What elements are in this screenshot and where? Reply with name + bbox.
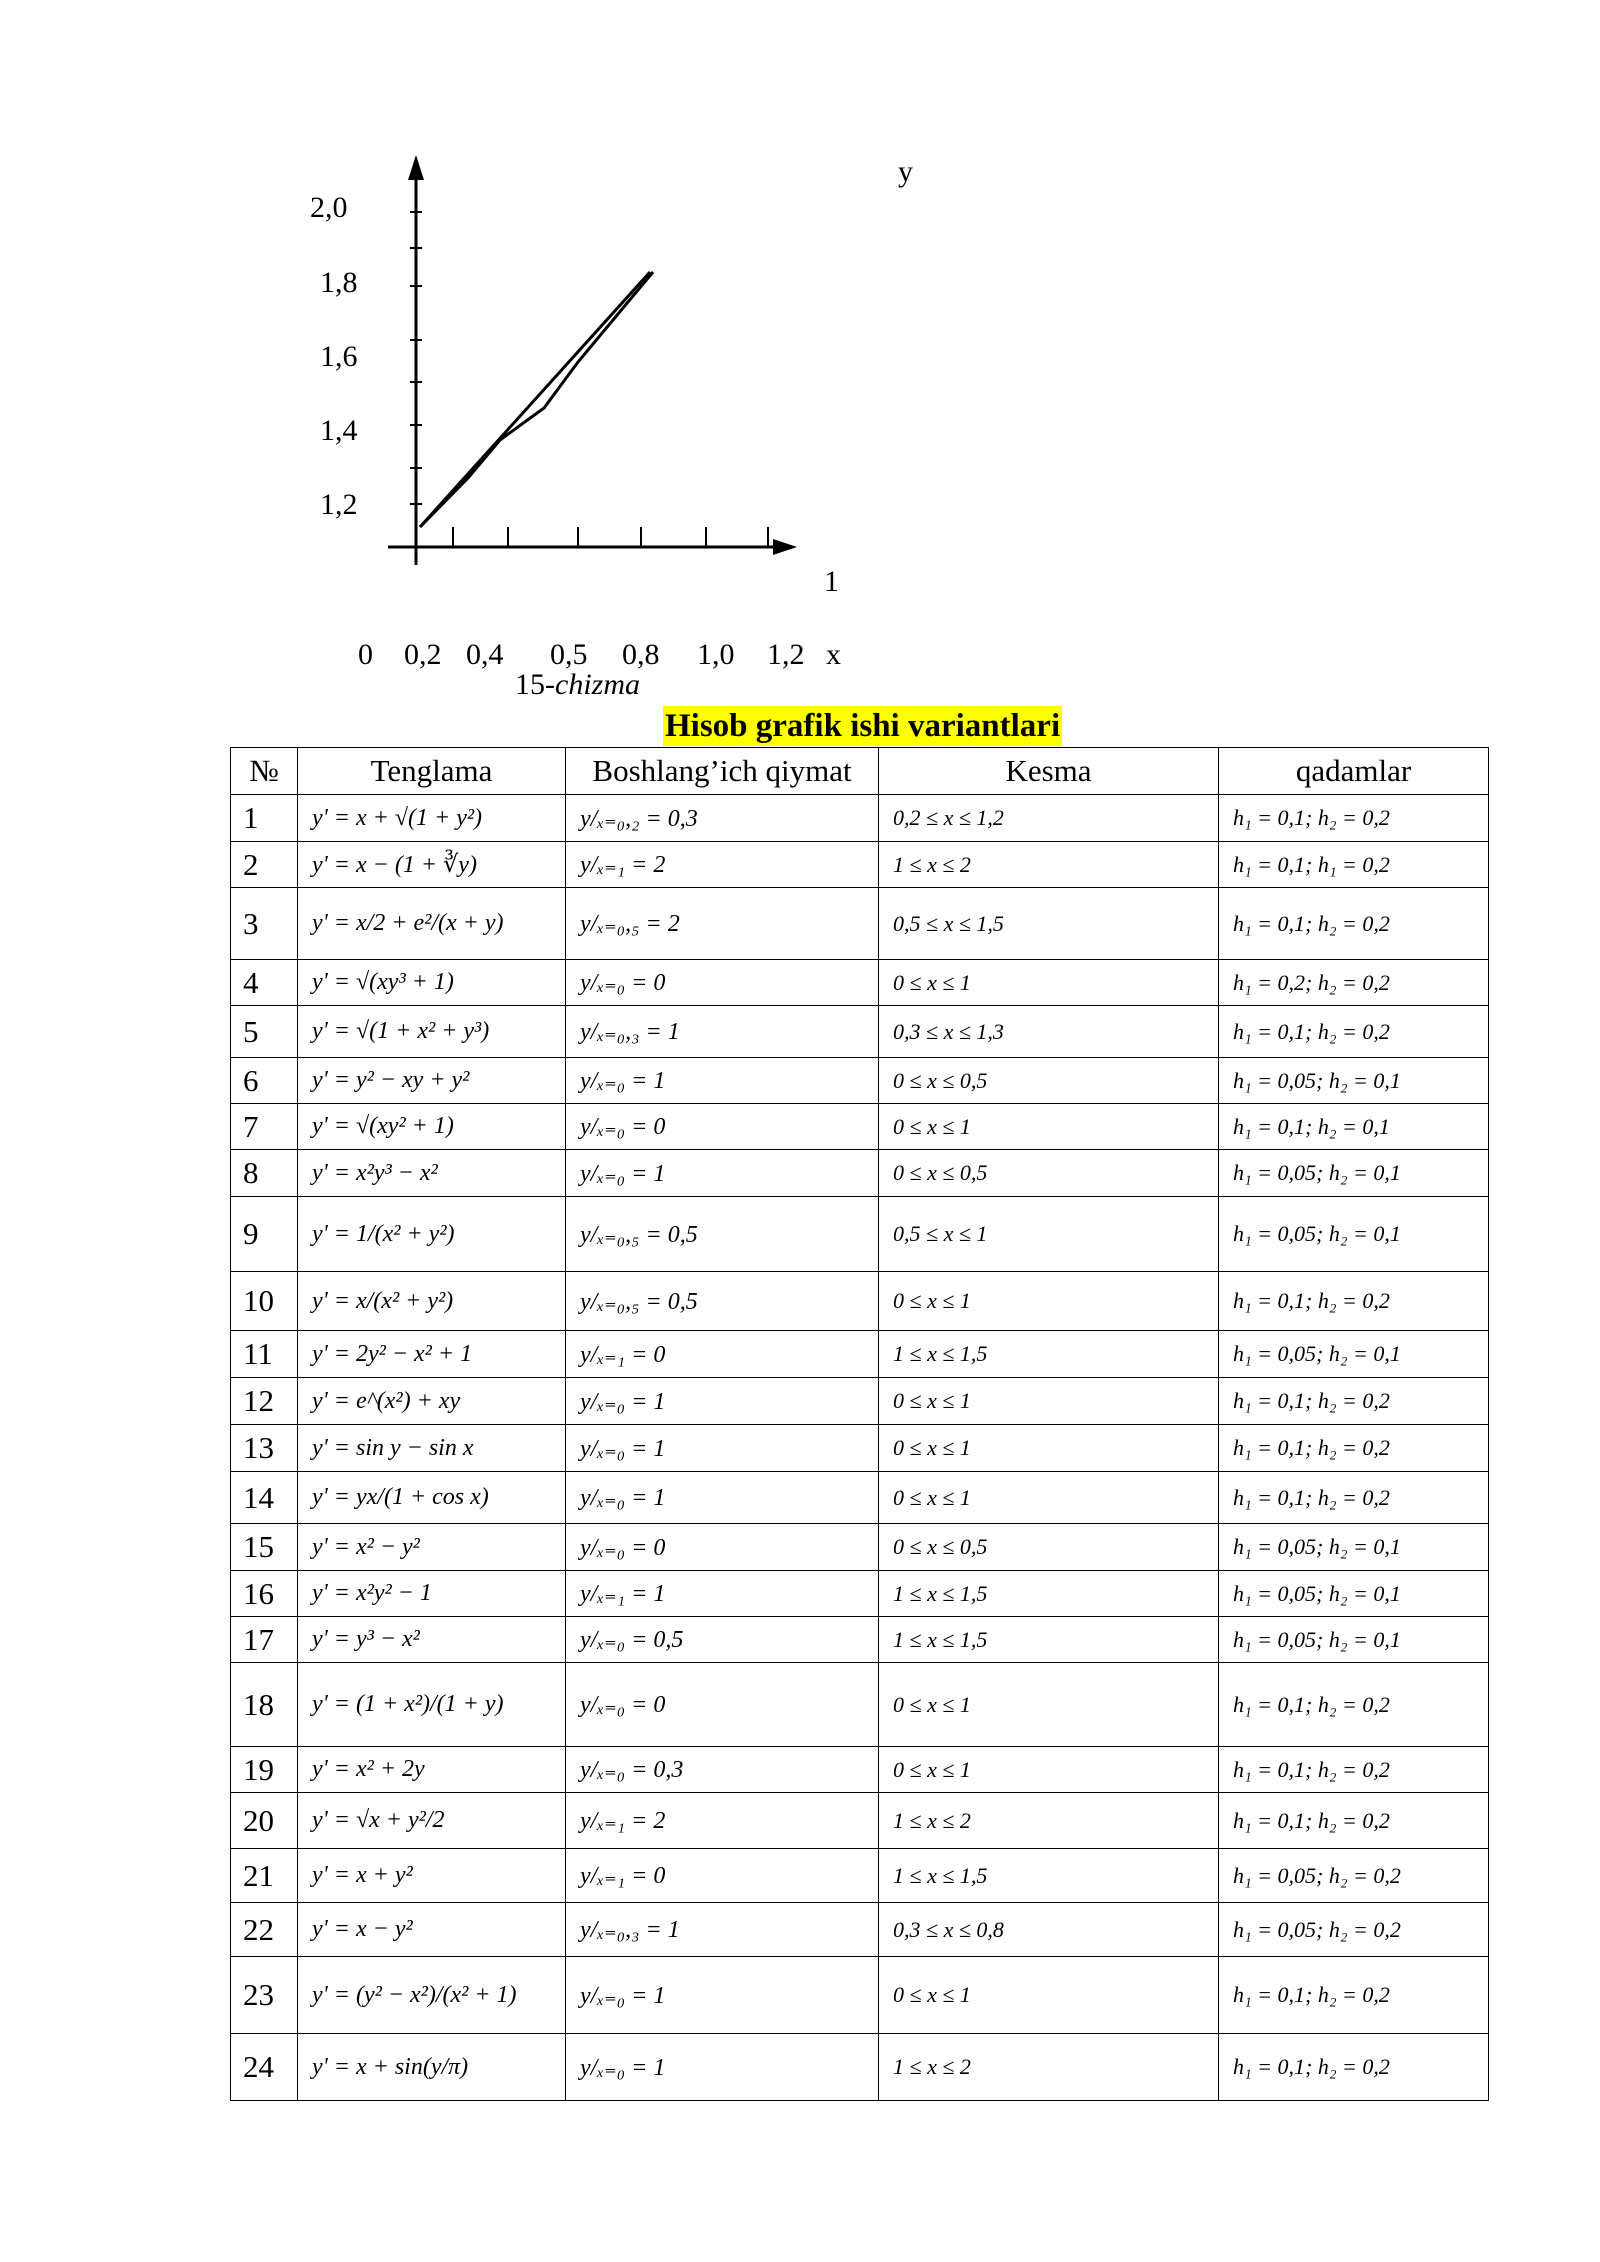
table-row [231, 1104, 1489, 1150]
initial-value-cell: y/ₓ₌₀ = 0 [566, 960, 879, 1006]
graph-canvas [0, 0, 1600, 720]
table-row [231, 1793, 1489, 1849]
segment-cell: 0 ≤ x ≤ 1 [879, 1272, 1219, 1331]
segment-cell: 0 ≤ x ≤ 0,5 [879, 1058, 1219, 1104]
segment-cell: 1 ≤ x ≤ 2 [879, 2034, 1219, 2101]
steps-cell: h₁ = 0,1; h₂ = 0,2 [1219, 1425, 1489, 1472]
equation-cell: y' = (y² − x²)/(x² + 1) [298, 1957, 566, 2034]
variants-table [230, 747, 1489, 2101]
x-tick-label: 0,4 [466, 638, 504, 671]
equation-cell: y' = √(xy³ + 1) [298, 960, 566, 1006]
table-row [231, 1197, 1489, 1272]
segment-cell: 0,3 ≤ x ≤ 0,8 [879, 1903, 1219, 1957]
equation-cell: y' = 2y² − x² + 1 [298, 1331, 566, 1378]
initial-value-cell: y/ₓ₌₀ = 1 [566, 1472, 879, 1524]
segment-cell: 1 ≤ x ≤ 1,5 [879, 1849, 1219, 1903]
y-axis-label: y [898, 155, 913, 188]
row-number-cell: 21 [231, 1849, 298, 1903]
steps-cell: h₁ = 0,05; h₂ = 0,2 [1219, 1849, 1489, 1903]
equation-cell: y' = x² + 2y [298, 1747, 566, 1793]
initial-value-cell: y/ₓ₌₁ = 2 [566, 1793, 879, 1849]
equation-cell: y' = yx/(1 + cos x) [298, 1472, 566, 1524]
initial-value-cell: y/ₓ₌₀ = 0,3 [566, 1747, 879, 1793]
row-number-cell: 24 [231, 2034, 298, 2101]
row-number-cell: 23 [231, 1957, 298, 2034]
header-number: № [231, 748, 298, 795]
table-row [231, 1617, 1489, 1663]
equation-cell: y' = x + y² [298, 1849, 566, 1903]
initial-value-cell: y/ₓ₌₀ = 0 [566, 1524, 879, 1571]
steps-cell: h₁ = 0,1; h₂ = 0,2 [1219, 1663, 1489, 1747]
table-row [231, 1006, 1489, 1058]
y-tick-label: 1,8 [320, 266, 358, 299]
table-header-row [231, 748, 1489, 795]
initial-value-cell: y/ₓ₌₁ = 0 [566, 1331, 879, 1378]
steps-cell: h₁ = 0,1; h₂ = 0,2 [1219, 2034, 1489, 2101]
segment-cell: 1 ≤ x ≤ 1,5 [879, 1331, 1219, 1378]
equation-cell: y' = x/(x² + y²) [298, 1272, 566, 1331]
table-row [231, 1425, 1489, 1472]
initial-value-cell: y/ₓ₌₀,₅ = 0,5 [566, 1197, 879, 1272]
exact-solution-line [420, 272, 650, 527]
caption-number: 15- [515, 668, 555, 701]
steps-cell: h₁ = 0,2; h₂ = 0,2 [1219, 960, 1489, 1006]
segment-cell: 0 ≤ x ≤ 0,5 [879, 1150, 1219, 1197]
equation-cell: y' = y² − xy + y² [298, 1058, 566, 1104]
initial-value-cell: y/ₓ₌₁ = 1 [566, 1571, 879, 1617]
initial-value-cell: y/ₓ₌₀,₅ = 2 [566, 888, 879, 960]
initial-value-cell: y/ₓ₌₁ = 0 [566, 1849, 879, 1903]
steps-cell: h₁ = 0,05; h₂ = 0,1 [1219, 1150, 1489, 1197]
equation-cell: y' = √x + y²/2 [298, 1793, 566, 1849]
y-axis-arrow [408, 155, 424, 180]
segment-cell: 0,5 ≤ x ≤ 1,5 [879, 888, 1219, 960]
x-tick-label: 0,8 [622, 638, 660, 671]
segment-cell: 0,5 ≤ x ≤ 1 [879, 1197, 1219, 1272]
equation-cell: y' = (1 + x²)/(1 + y) [298, 1663, 566, 1747]
segment-cell: 0 ≤ x ≤ 0,5 [879, 1524, 1219, 1571]
table-row [231, 960, 1489, 1006]
equation-cell: y' = e^(x²) + xy [298, 1378, 566, 1425]
row-number-cell: 9 [231, 1197, 298, 1272]
segment-cell: 0 ≤ x ≤ 1 [879, 1472, 1219, 1524]
row-number-cell: 5 [231, 1006, 298, 1058]
equation-cell: y' = x + sin(y/π) [298, 2034, 566, 2101]
segment-cell: 1 ≤ x ≤ 1,5 [879, 1617, 1219, 1663]
steps-cell: h₁ = 0,05; h₂ = 0,1 [1219, 1197, 1489, 1272]
steps-cell: h₁ = 0,1; h₂ = 0,2 [1219, 1793, 1489, 1849]
steps-cell: h₁ = 0,05; h₂ = 0,1 [1219, 1617, 1489, 1663]
row-number-cell: 11 [231, 1331, 298, 1378]
steps-cell: h₁ = 0,1; h₂ = 0,2 [1219, 1472, 1489, 1524]
segment-cell: 0 ≤ x ≤ 1 [879, 1104, 1219, 1150]
steps-cell: h₁ = 0,05; h₂ = 0,1 [1219, 1524, 1489, 1571]
table-row [231, 1150, 1489, 1197]
table-row [231, 1571, 1489, 1617]
equation-cell: y' = x − (1 + ∛y) [298, 842, 566, 888]
equation-cell: y' = √(xy² + 1) [298, 1104, 566, 1150]
x-tick-label: 0,2 [404, 638, 442, 671]
segment-cell: 0 ≤ x ≤ 1 [879, 1663, 1219, 1747]
steps-cell: h₁ = 0,05; h₂ = 0,1 [1219, 1571, 1489, 1617]
steps-cell: h₁ = 0,05; h₂ = 0,1 [1219, 1331, 1489, 1378]
figure-15 [0, 0, 1600, 720]
row-number-cell: 13 [231, 1425, 298, 1472]
table-row [231, 795, 1489, 842]
x-axis-label: x [826, 638, 841, 671]
table-row [231, 1331, 1489, 1378]
initial-value-cell: y/ₓ₌₁ = 2 [566, 842, 879, 888]
caption-word: chizma [555, 668, 640, 701]
initial-value-cell: y/ₓ₌₀,₃ = 1 [566, 1903, 879, 1957]
row-number-cell: 19 [231, 1747, 298, 1793]
table-row [231, 1378, 1489, 1425]
y-tick-label: 1,4 [320, 414, 358, 447]
row-number-cell: 16 [231, 1571, 298, 1617]
row-number-cell: 20 [231, 1793, 298, 1849]
equation-cell: y' = x − y² [298, 1903, 566, 1957]
x-tick-label: 0 [358, 638, 373, 671]
row-number-cell: 10 [231, 1272, 298, 1331]
equation-cell: y' = x²y² − 1 [298, 1571, 566, 1617]
table-row [231, 1058, 1489, 1104]
segment-cell: 0 ≤ x ≤ 1 [879, 1425, 1219, 1472]
y-tick-label: 1,2 [320, 488, 358, 521]
header-equation: Tenglama [298, 748, 566, 795]
steps-cell: h₁ = 0,1; h₂ = 0,2 [1219, 1272, 1489, 1331]
initial-value-cell: y/ₓ₌₀ = 1 [566, 1378, 879, 1425]
header-steps: qadamlar [1219, 748, 1489, 795]
steps-cell: h₁ = 0,1; h₂ = 0,2 [1219, 1378, 1489, 1425]
figure-caption [515, 668, 640, 702]
equation-cell: y' = x/2 + e²/(x + y) [298, 888, 566, 960]
equation-cell: y' = 1/(x² + y²) [298, 1197, 566, 1272]
table-row [231, 1663, 1489, 1747]
steps-cell: h₁ = 0,1; h₂ = 0,2 [1219, 1957, 1489, 2034]
steps-cell: h₁ = 0,05; h₂ = 0,1 [1219, 1058, 1489, 1104]
row-number-cell: 4 [231, 960, 298, 1006]
segment-cell: 1 ≤ x ≤ 2 [879, 1793, 1219, 1849]
initial-value-cell: y/ₓ₌₀ = 0,5 [566, 1617, 879, 1663]
row-number-cell: 22 [231, 1903, 298, 1957]
equation-cell: y' = sin y − sin x [298, 1425, 566, 1472]
table-row [231, 1472, 1489, 1524]
table-row [231, 1849, 1489, 1903]
steps-cell: h₁ = 0,1; h₂ = 0,2 [1219, 888, 1489, 960]
x-axis-ticks [453, 527, 768, 547]
equation-cell: y' = x² − y² [298, 1524, 566, 1571]
initial-value-cell: y/ₓ₌₀ = 1 [566, 2034, 879, 2101]
initial-value-cell: y/ₓ₌₀ = 1 [566, 1957, 879, 2034]
row-number-cell: 17 [231, 1617, 298, 1663]
table-title: Hisob grafik ishi variantlari [665, 708, 1061, 744]
row-number-cell: 18 [231, 1663, 298, 1747]
table-row [231, 1957, 1489, 2034]
initial-value-cell: y/ₓ₌₀ = 1 [566, 1150, 879, 1197]
row-number-cell: 15 [231, 1524, 298, 1571]
equation-cell: y' = y³ − x² [298, 1617, 566, 1663]
row-number-cell: 8 [231, 1150, 298, 1197]
table-row [231, 1903, 1489, 1957]
table-row [231, 888, 1489, 960]
table-row [231, 1524, 1489, 1571]
steps-cell: h₁ = 0,1; h₂ = 0,2 [1219, 795, 1489, 842]
table-row [231, 1747, 1489, 1793]
x-tick-label: 1,0 [697, 638, 735, 671]
steps-cell: h₁ = 0,1; h₁ = 0,2 [1219, 842, 1489, 888]
steps-cell: h₁ = 0,1; h₂ = 0,2 [1219, 1747, 1489, 1793]
initial-value-cell: y/ₓ₌₀,₂ = 0,3 [566, 795, 879, 842]
table-row [231, 2034, 1489, 2101]
x-axis-arrow [773, 539, 797, 555]
segment-cell: 0 ≤ x ≤ 1 [879, 1957, 1219, 2034]
steps-cell: h₁ = 0,05; h₂ = 0,2 [1219, 1903, 1489, 1957]
steps-cell: h₁ = 0,1; h₂ = 0,1 [1219, 1104, 1489, 1150]
extra-label: 1 [824, 565, 839, 598]
row-number-cell: 14 [231, 1472, 298, 1524]
equation-cell: y' = √(1 + x² + y³) [298, 1006, 566, 1058]
x-tick-label: 1,2 [767, 638, 805, 671]
initial-value-cell: y/ₓ₌₀ = 1 [566, 1425, 879, 1472]
y-tick-label: 2,0 [310, 191, 348, 224]
row-number-cell: 3 [231, 888, 298, 960]
initial-value-cell: y/ₓ₌₀,₃ = 1 [566, 1006, 879, 1058]
segment-cell: 0 ≤ x ≤ 1 [879, 1378, 1219, 1425]
row-number-cell: 12 [231, 1378, 298, 1425]
row-number-cell: 7 [231, 1104, 298, 1150]
initial-value-cell: y/ₓ₌₀ = 0 [566, 1663, 879, 1747]
initial-value-cell: y/ₓ₌₀ = 0 [566, 1104, 879, 1150]
equation-cell: y' = x²y³ − x² [298, 1150, 566, 1197]
segment-cell: 1 ≤ x ≤ 2 [879, 842, 1219, 888]
table-row [231, 1272, 1489, 1331]
segment-cell: 0 ≤ x ≤ 1 [879, 960, 1219, 1006]
segment-cell: 0,2 ≤ x ≤ 1,2 [879, 795, 1219, 842]
row-number-cell: 2 [231, 842, 298, 888]
table-body [231, 795, 1489, 2101]
segment-cell: 0 ≤ x ≤ 1 [879, 1747, 1219, 1793]
initial-value-cell: y/ₓ₌₀,₅ = 0,5 [566, 1272, 879, 1331]
initial-value-cell: y/ₓ₌₀ = 1 [566, 1058, 879, 1104]
header-initial-value: Boshlang’ich qiymat [566, 748, 879, 795]
row-number-cell: 1 [231, 795, 298, 842]
segment-cell: 1 ≤ x ≤ 1,5 [879, 1571, 1219, 1617]
segment-cell: 0,3 ≤ x ≤ 1,3 [879, 1006, 1219, 1058]
table-row [231, 842, 1489, 888]
y-tick-label: 1,6 [320, 340, 358, 373]
x-tick-label: 0,5 [550, 638, 588, 671]
steps-cell: h₁ = 0,1; h₂ = 0,2 [1219, 1006, 1489, 1058]
header-segment: Kesma [879, 748, 1219, 795]
row-number-cell: 6 [231, 1058, 298, 1104]
equation-cell: y' = x + √(1 + y²) [298, 795, 566, 842]
